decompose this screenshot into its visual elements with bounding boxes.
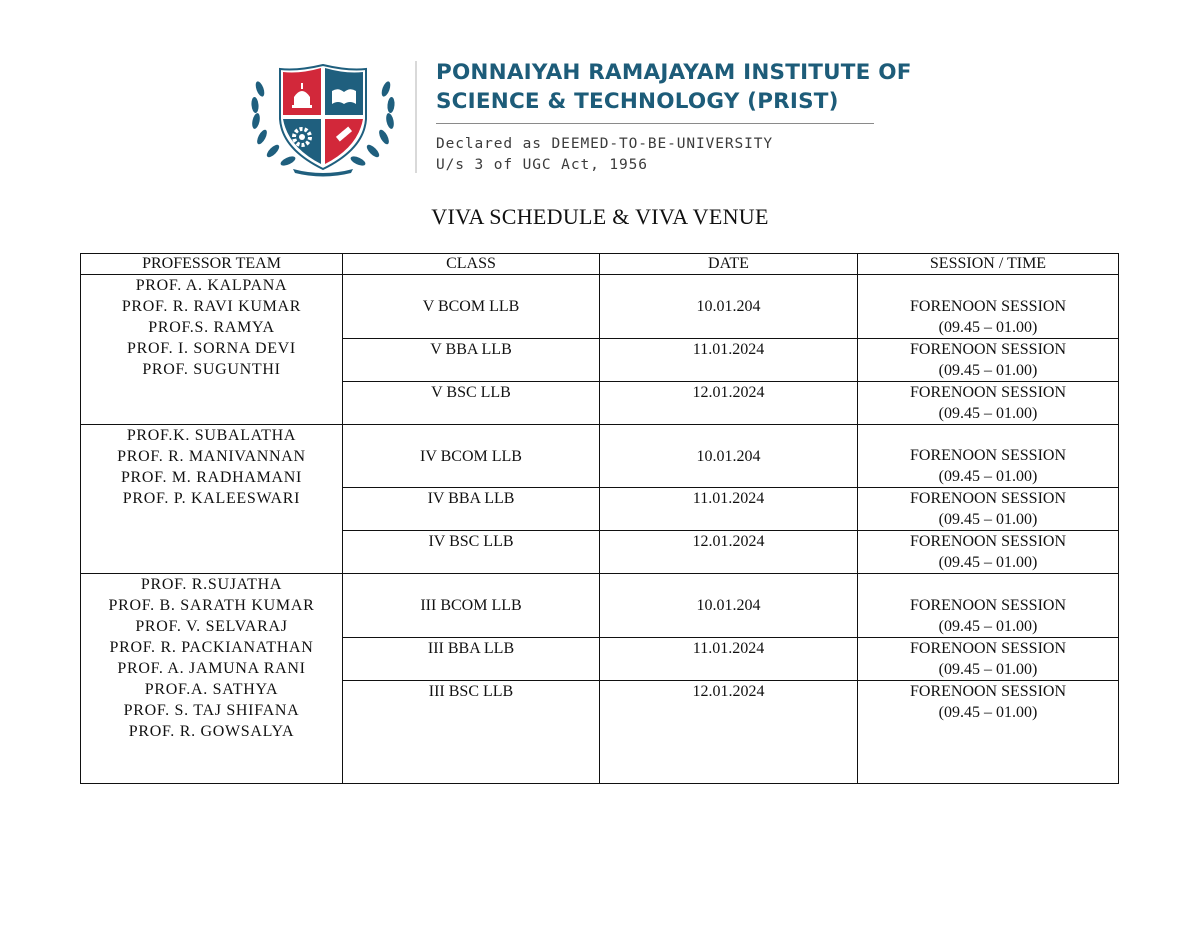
session-time: (09.45 – 01.00) (938, 661, 1038, 678)
session-cell (858, 275, 1119, 339)
date-cell: 12.01.2024 (600, 382, 858, 425)
date-cell: 10.01.204 (600, 425, 858, 488)
professor-name: PROF. R. RAVI KUMAR (121, 298, 302, 315)
session-label: FORENOON SESSION (909, 640, 1067, 657)
professor-team-cell (81, 425, 343, 574)
class-cell: III BCOM LLB (343, 574, 600, 638)
table-header-row (81, 254, 1119, 275)
class-cell: V BBA LLB (343, 339, 600, 382)
university-logo (248, 57, 398, 177)
professor-team-cell (81, 574, 343, 784)
professor-name: PROF. P. KALEESWARI (122, 490, 301, 507)
class-cell: IV BSC LLB (343, 531, 600, 574)
session-label: FORENOON SESSION (909, 683, 1067, 700)
page-title: VIVA SCHEDULE & VIVA VENUE (431, 204, 769, 229)
professor-name: PROF. I. SORNA DEVI (127, 340, 296, 357)
professor-name: PROF. R.SUJATHA (140, 576, 283, 593)
class-cell: III BBA LLB (343, 638, 600, 681)
session-cell (858, 425, 1119, 488)
professor-name: PROF. R. MANIVANNAN (117, 448, 306, 465)
viva-schedule-table (80, 253, 1119, 784)
date-cell: 12.01.2024 (600, 681, 858, 784)
class-cell: V BCOM LLB (343, 275, 600, 339)
table-row (81, 275, 1119, 339)
class-cell: IV BCOM LLB (343, 425, 600, 488)
date-cell: 11.01.2024 (600, 339, 858, 382)
session-time: (09.45 – 01.00) (938, 704, 1038, 721)
status-line-1: Declared as DEEMED-TO-BE-UNIVERSITY (436, 136, 774, 152)
university-status (436, 134, 896, 176)
session-label: FORENOON SESSION (909, 533, 1067, 550)
session-time: (09.45 – 01.00) (938, 319, 1038, 336)
professor-name: PROF. S. TAJ SHIFANA (123, 702, 300, 719)
session-label: FORENOON SESSION (909, 447, 1067, 464)
column-header-professor-team: PROFESSOR TEAM (81, 254, 343, 275)
date-cell: 11.01.2024 (600, 638, 858, 681)
professor-name: PROF. R. GOWSALYA (128, 723, 295, 740)
professor-name: PROF. A. KALPANA (135, 277, 288, 294)
professor-name: PROF.A. SATHYA (144, 681, 279, 698)
professor-team-cell (81, 275, 343, 425)
professor-name: PROF. SUGUNTHI (142, 361, 281, 378)
session-time: (09.45 – 01.00) (938, 468, 1038, 485)
session-cell (858, 531, 1119, 574)
session-cell (858, 681, 1119, 784)
session-time: (09.45 – 01.00) (938, 511, 1038, 528)
column-header-date: DATE (600, 254, 858, 275)
status-line-2: U/s 3 of UGC Act, 1956 (436, 157, 648, 173)
session-cell (858, 488, 1119, 531)
header-vertical-divider (415, 61, 417, 173)
table-row (81, 425, 1119, 488)
table-row (81, 574, 1119, 638)
institution-name-line-1: PONNAIYAH RAMAJAYAM INSTITUTE OF (436, 60, 912, 85)
date-cell: 10.01.204 (600, 574, 858, 638)
column-header-class: CLASS (343, 254, 600, 275)
professor-name: PROF.K. SUBALATHA (126, 427, 297, 444)
session-time: (09.45 – 01.00) (938, 618, 1038, 635)
session-cell (858, 382, 1119, 425)
professor-name: PROF. V. SELVARAJ (135, 618, 288, 635)
class-cell: IV BBA LLB (343, 488, 600, 531)
professor-name: PROF. B. SARATH KUMAR (108, 597, 315, 614)
class-cell: III BSC LLB (343, 681, 600, 784)
session-label: FORENOON SESSION (909, 490, 1067, 507)
session-cell (858, 339, 1119, 382)
session-label: FORENOON SESSION (909, 298, 1067, 315)
professor-name: PROF. M. RADHAMANI (120, 469, 303, 486)
date-cell: 11.01.2024 (600, 488, 858, 531)
session-time: (09.45 – 01.00) (938, 362, 1038, 379)
institution-name-line-2: SCIENCE & TECHNOLOGY (PRIST) (436, 89, 839, 114)
session-time: (09.45 – 01.00) (938, 405, 1038, 422)
session-cell (858, 574, 1119, 638)
institution-header (248, 55, 912, 180)
date-cell: 12.01.2024 (600, 531, 858, 574)
header-horizontal-divider (436, 123, 874, 124)
session-label: FORENOON SESSION (909, 597, 1067, 614)
professor-name: PROF.S. RAMYA (148, 319, 275, 336)
session-time: (09.45 – 01.00) (938, 554, 1038, 571)
column-header-session-time: SESSION / TIME (858, 254, 1119, 275)
session-label: FORENOON SESSION (909, 384, 1067, 401)
session-label: FORENOON SESSION (909, 341, 1067, 358)
session-cell (858, 638, 1119, 681)
class-cell: V BSC LLB (343, 382, 600, 425)
date-cell: 10.01.204 (600, 275, 858, 339)
institution-name (436, 58, 912, 116)
professor-name: PROF. A. JAMUNA RANI (117, 660, 306, 677)
professor-name: PROF. R. PACKIANATHAN (109, 639, 314, 656)
